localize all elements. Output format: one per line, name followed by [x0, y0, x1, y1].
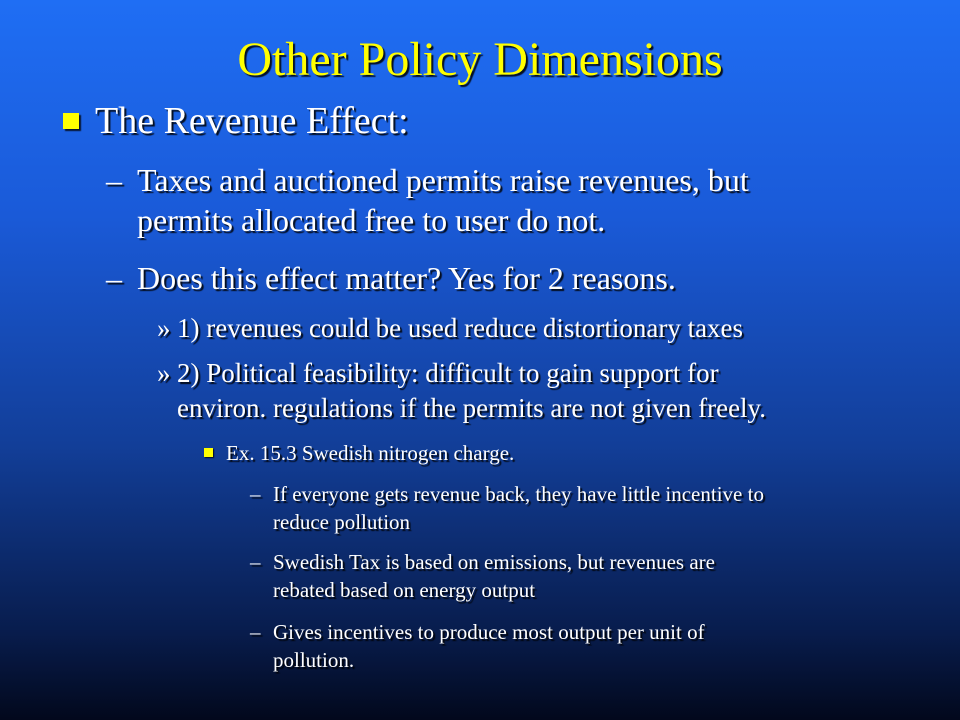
example-point-swedish-tax-line-1: Swedish Tax is based on emissions, but revenues are: [273, 550, 715, 574]
small-square-bullet-icon: [204, 448, 213, 457]
point-taxes-line-1: Taxes and auctioned permits raise revenues, but: [137, 162, 749, 198]
chevron-marker: »: [157, 358, 171, 388]
reason-political-line-1: 2) Political feasibility: difficult to gain support for: [177, 358, 719, 388]
dash-marker: –: [250, 620, 261, 644]
bullet-revenue-effect: The Revenue Effect:: [95, 100, 409, 142]
dash-marker: –: [106, 260, 122, 296]
point-does-effect-matter: Does this effect matter? Yes for 2 reasons.: [137, 260, 676, 296]
dash-marker: –: [106, 162, 122, 198]
dash-marker: –: [250, 482, 261, 506]
point-taxes-line-2: permits allocated free to user do not.: [137, 202, 606, 238]
example-point-incentives-line-2: pollution.: [273, 648, 355, 672]
example-point-incentives-line-1: Gives incentives to produce most output per unit of: [273, 620, 705, 644]
slide-title: Other Policy Dimensions: [237, 33, 723, 86]
example-point-swedish-tax-line-2: rebated based on energy output: [273, 578, 536, 602]
example-point-revenue-back-line-2: reduce pollution: [273, 510, 411, 534]
chevron-marker: »: [157, 313, 171, 343]
reason-political-line-2: environ. regulations if the permits are not given freely.: [177, 393, 767, 423]
reason-revenues: 1) revenues could be used reduce distortionary taxes: [177, 313, 744, 343]
square-bullet-icon: [63, 113, 79, 129]
dash-marker: –: [250, 550, 261, 574]
example-point-revenue-back-line-1: If everyone gets revenue back, they have little incentive to: [273, 482, 764, 506]
example-swedish-charge: Ex. 15.3 Swedish nitrogen charge.: [226, 441, 515, 465]
